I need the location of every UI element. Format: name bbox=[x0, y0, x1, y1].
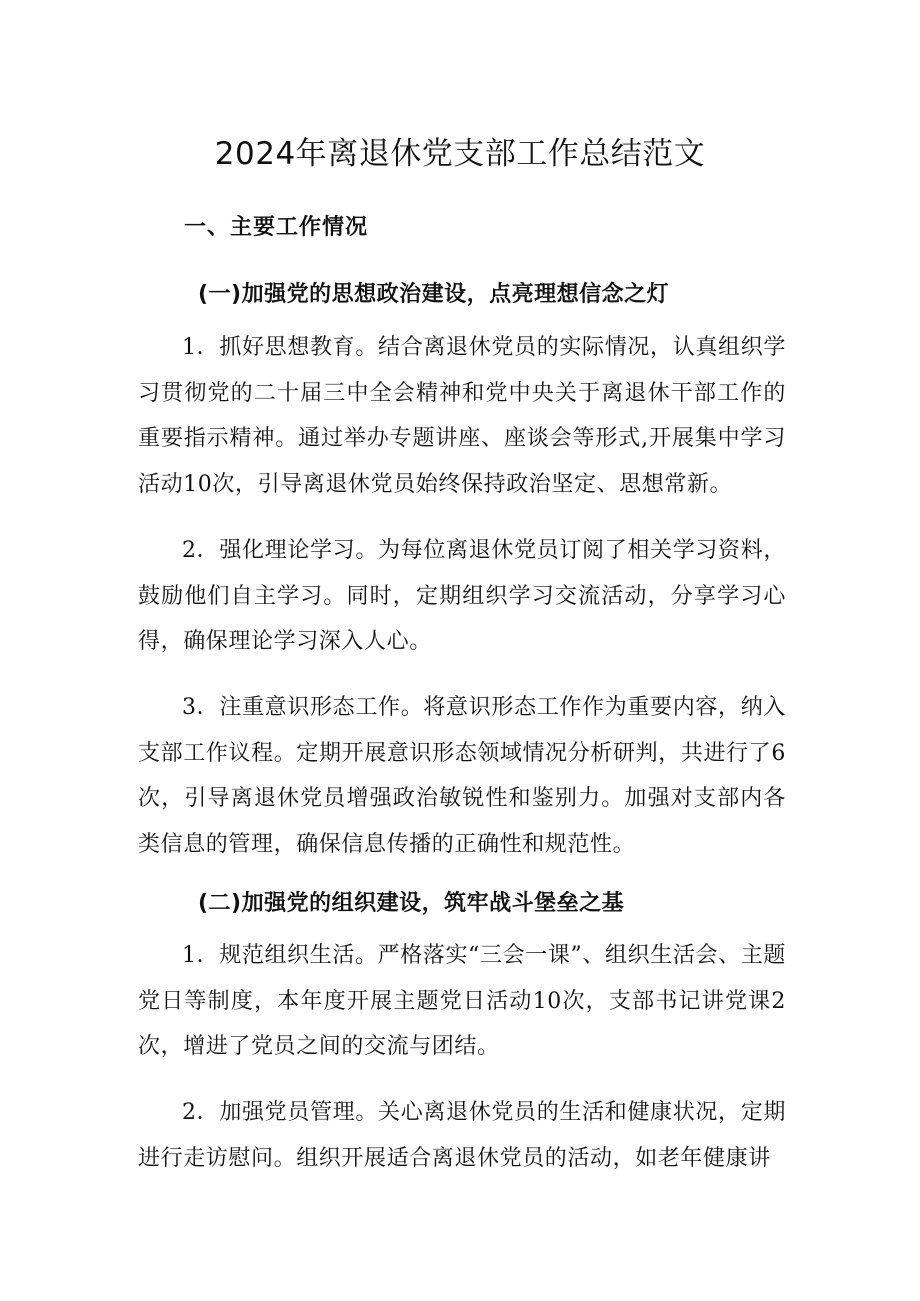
document-title: 2024年离退休党支部工作总结范文 bbox=[214, 136, 706, 172]
section-heading-main-work: 一、主要工作情况 bbox=[184, 215, 369, 240]
paragraph-ideology-work: 3．注重意识形态工作。将意识形态工作作为重要内容，纳入支部工作议程。定期开展意识形态领域情况分析研判，共进行了6次，引导离退休党员增强政治敏锐性和鉴别力。加强对支部内各类信息的管理，确保信息传播的正确性和规范性。 bbox=[138, 695, 786, 857]
subsection-heading-organization: (二)加强党的组织建设，筑牢战斗堡垒之基 bbox=[198, 891, 625, 916]
paragraph-member-management: 2．加强党员管理。关心离退休党员的生活和健康状况，定期进行走访慰问。组织开展适合离退休党员的活动，如老年健康讲 bbox=[138, 1100, 786, 1171]
paragraph-ideological-education: 1．抓好思想教育。结合离退休党员的实际情况，认真组织学习贯彻党的二十届三中全会精神和党中央关于离退休干部工作的重要指示精神。通过举办专题讲座、座谈会等形式,开展集中学习活动10次，引导离退休党员始终保持政治坚定、思想常新。 bbox=[138, 335, 786, 497]
paragraph-organizational-life: 1．规范组织生活。严格落实“三会一课”、组织生活会、主题党日等制度，本年度开展主题党日活动10次，支部书记讲党课2次，增进了党员之间的交流与团结。 bbox=[138, 943, 786, 1059]
paragraph-theory-study: 2．强化理论学习。为每位离退休党员订阅了相关学习资料，鼓励他们自主学习。同时，定期组织学习交流活动，分享学习心得，确保理论学习深入人心。 bbox=[138, 538, 786, 654]
subsection-heading-ideology: (一)加强党的思想政治建设，点亮理想信念之灯 bbox=[198, 282, 670, 307]
